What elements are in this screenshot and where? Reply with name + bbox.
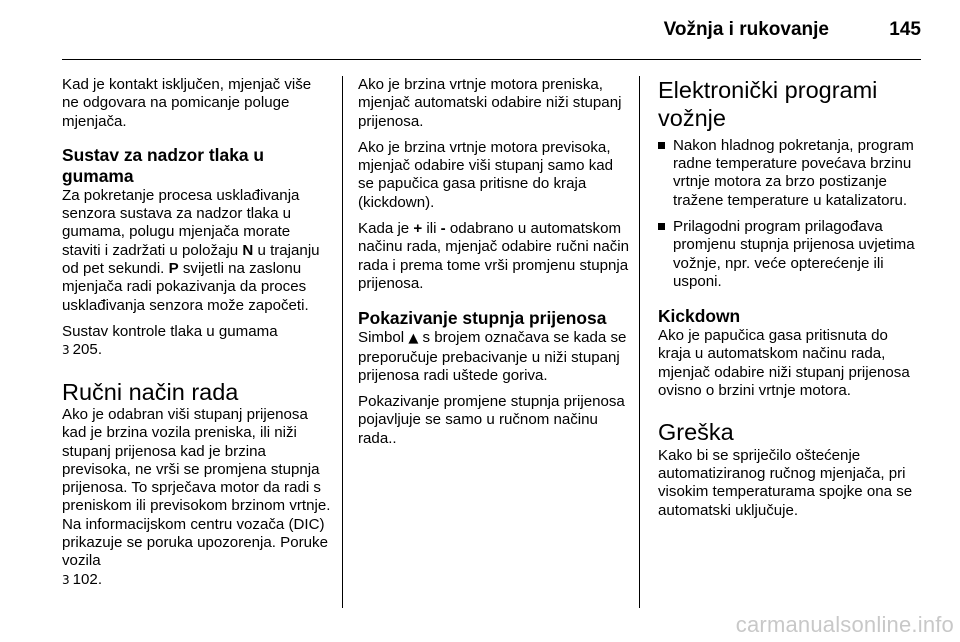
- page-ref-arrow-icon: 3: [62, 343, 70, 358]
- gear-indicator-paragraph-2: Pokazivanje promjene stupnja prijenosa pojavljuje se samo u ručnom načinu rada..: [358, 393, 625, 447]
- fault-paragraph: Kako bi se spriječilo oštećenje automatiziranog ručnog mjenjača, pri visokim temperaturama spojke ona se automatski uključuje.: [658, 446, 913, 519]
- page-title: Vožnja i rukovanje: [663, 19, 829, 40]
- column-middle: [358, 76, 630, 456]
- indicator-text-a: Simbol: [358, 329, 409, 347]
- tpms-text-1: Za pokretanje procesa usklađivanja senzora sustava za nadzor tlaka u gumama, polugu mjenjača morate staviti i zadržati u položaju: [62, 186, 300, 259]
- list-item: [658, 218, 924, 291]
- low-rpm-paragraph: Ako je brzina vrtnje motora preniska, mjenjač automatski odabire niži stupanj prijenosa.: [358, 76, 622, 130]
- driving-programs-heading: Elektronički programi vožnje: [658, 77, 878, 132]
- tpms-ref-text: Sustav kontrole tlaka u gumama: [62, 322, 278, 340]
- plus-minus-paragraph: [358, 220, 630, 293]
- column-left: [62, 76, 332, 589]
- column-right: [658, 76, 924, 528]
- kickdown-heading: Kickdown: [658, 306, 741, 327]
- page-ref-arrow-icon: 3: [62, 572, 70, 587]
- vehicle-messages-ref-link[interactable]: 102.: [72, 570, 103, 588]
- plus-minus-text-b: ili: [422, 220, 441, 238]
- header-rule: [62, 59, 921, 60]
- kickdown-paragraph: Ako je papučica gasa pritisnuta do kraja u automatskom načinu rada, mjenjač odabire niži stupanj prijenosa ovisno o brzini vrtnje motora.: [658, 327, 910, 400]
- plus-minus-text-a: Kada je: [358, 220, 414, 238]
- fault-heading: Greška: [658, 419, 734, 446]
- manual-mode-heading: Ručni način rada: [62, 378, 239, 405]
- tpms-text-2: u trajanju od pet sekundi.: [62, 241, 320, 278]
- tpms-paragraph: [62, 187, 332, 315]
- column-divider: [639, 76, 640, 608]
- gear-indicator-paragraph: [358, 329, 630, 385]
- tpms-ref-link[interactable]: 205.: [72, 341, 103, 359]
- page-header: [0, 0, 960, 60]
- gear-indicator-heading: Pokazivanje stupnja prijenosa: [358, 308, 607, 329]
- minus-key: -: [440, 220, 446, 238]
- intro-paragraph: Kad je kontakt isključen, mjenjač više ne odgovara na pomicanje poluge mjenjača.: [62, 76, 312, 130]
- list-item: [658, 137, 924, 210]
- tpms-text-3: svijetli na zaslonu mjenjača radi pokazivanja da proces usklađivanja senzora može započeti.: [62, 260, 309, 314]
- upshift-triangle-icon: ▲: [408, 331, 419, 347]
- manual-mode-text: Ako je odabran viši stupanj prijenosa kad je brzina vozila preniska, ili niži stupanj prijenosa kad je brzina previsoka, ne vrši se promjena stupnja prijenosa. To sprječava motor da radi s preniskom ili previsokom brzinom vrtnje. Na informacijskom centru vozača (DIC) prikazuje se poruka upozorenja. Poruke vozila: [62, 405, 331, 570]
- plus-minus-text-c: odabrano u automatskom načinu rada, mjenjač odabire ručni način rada i prema tome vrši promjenu stupnja prijenosa.: [358, 220, 630, 292]
- bullet-square-icon: [658, 223, 665, 230]
- driving-programs-list: [658, 137, 924, 291]
- indicator-text-b: s brojem označava se kada se preporučuje prebacivanje u niži stupanj prijenosa radi uštede goriva.: [358, 329, 627, 384]
- list-item-text: Prilagodni program prilagođava promjenu stupnja prijenosa uvjetima vožnje, npr. veće opterećenje ili usponi.: [673, 218, 915, 290]
- list-item-text: Nakon hladnog pokretanja, program radne temperature povećava brzinu vrtnje motora za brzo postizanje tražene temperature u katalizatoru.: [673, 136, 914, 209]
- column-divider: [342, 76, 343, 608]
- gear-n-key: N: [242, 241, 254, 259]
- high-rpm-paragraph: Ako je brzina vrtnje motora previsoka, mjenjač odabire viši stupanj samo kad se papučica gasa pritisne do kraja (kickdown).: [358, 138, 614, 211]
- plus-key: +: [413, 220, 423, 238]
- tpms-heading: Sustav za nadzor tlaka u gumama: [62, 144, 264, 186]
- gear-p-key: P: [168, 260, 179, 278]
- bullet-square-icon: [658, 142, 665, 149]
- manual-mode-paragraph: [62, 406, 332, 589]
- tpms-reference: [62, 323, 332, 360]
- watermark: carmanualsonline.info: [735, 612, 954, 637]
- page-number: 145: [889, 19, 921, 40]
